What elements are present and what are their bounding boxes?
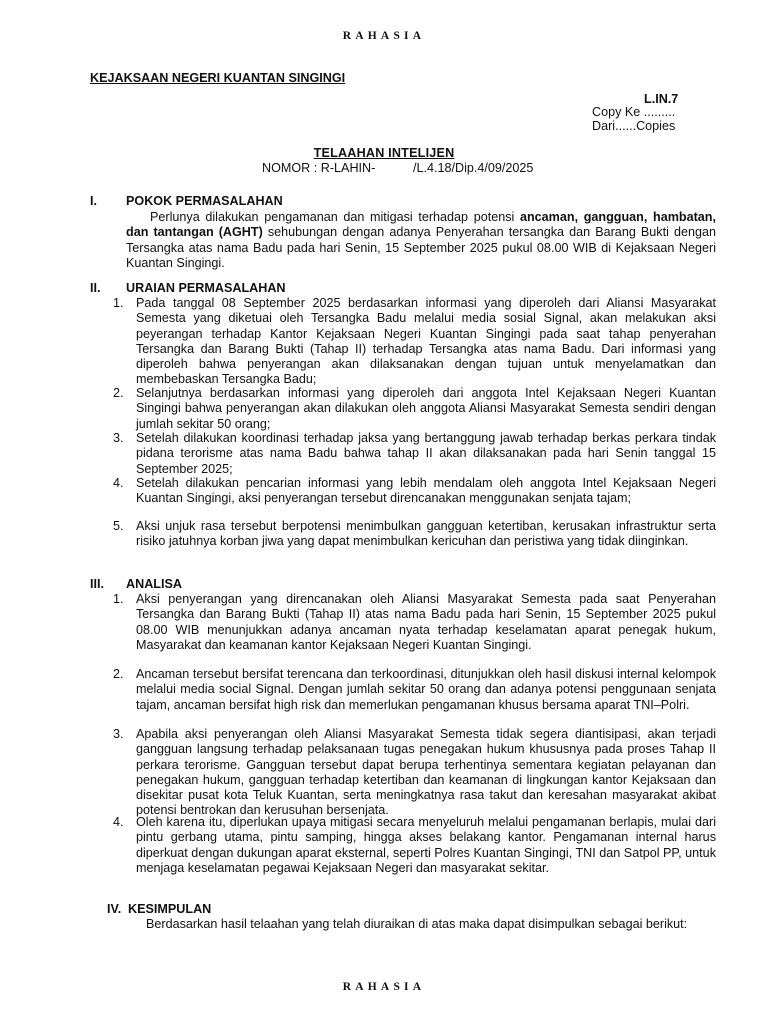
section-1-paragraph [126,210,716,271]
section-3-title: ANALISA [126,577,182,591]
section-2-item-2-number: 2. [113,386,124,400]
section-3-item-4-number: 4. [113,815,124,829]
section-2-item-2-text: Selanjutnya berdasarkan informasi yang diperoleh dari anggota Intel Kejaksaan Negeri Kuantan Singingi bahwa penyerangan akan dilakukan oleh anggota Aliansi Masyarakat Semesta sendiri dengan jumlah sekitar 50 orang; [136,386,716,431]
section-1-number: I. [90,194,97,208]
section-2-item-1-text: Pada tanggal 08 September 2025 berdasarkan informasi yang diperoleh dari Aliansi Masyarakat Semesta yang diketuai oleh Tersangka Badu melalui media sosial Signal, akan melakukan aksi peyerangan terhadap Kantor Kejaksaan Negeri Kuantan Singingi pada saat tahap penyerahan Tersangka dan Barang Bukti (Tahap II) terhadap Tersangka atas nama Badu. Dari informasi yang diperoleh bahwa penyerangan akan dilaksanakan dengan tujuan untuk menyelamatkan dan membebaskan Tersangka Badu; [136,296,716,387]
section-3-item-2-text: Ancaman tersebut bersifat terencana dan terkoordinasi, ditunjukkan oleh hasil diskusi internal kelompok melalui media social Signal. Dengan jumlah sekitar 50 orang dan adanya potensi penggunaan senjata tajam, ancaman bersifat high risk dan memerlukan pengamanan khusus bersama aparat TNI–Polri. [136,667,716,712]
footer-classification: RAHASIA [342,981,426,993]
section-3-item-2-number: 2. [113,667,124,681]
section-4-number: IV. [107,902,122,916]
organization-name: KEJAKSAAN NEGERI KUANTAN SINGINGI [90,71,346,85]
section-4-title: KESIMPULAN [128,902,212,916]
header-classification: RAHASIA [342,30,426,42]
section-2-number: II. [90,281,101,295]
section-3-item-1-text: Aksi penyerangan yang direncanakan oleh Aliansi Masyarakat Semesta pada saat Penyerahan Tersangka dan Barang Bukti (Tahap II) atas nama Badu pada hari Senin, 15 September 2025 pukul 08.00 WIB menunjukkan adanya ancaman nyata terhadap keselamatan aparat penegak hukum, Masyarakat dan keamanan kantor Kejaksaan Negeri Kuantan Singingi. [136,592,716,652]
section-2-item-1-number: 1. [113,296,124,310]
section-1-title: POKOK PERMASALAHAN [126,194,283,208]
section-2-item-3-number: 3. [113,431,124,445]
section-2-item-4-number: 4. [113,476,124,490]
section-2-title: URAIAN PERMASALAHAN [126,281,286,295]
section-2-item-4-text: Setelah dilakukan pencarian informasi yang lebih mendalam oleh anggota Intel Kejaksaan Negeri Kuantan Singingi, aksi penyerangan tersebut direncanakan menggunakan senjata tajam; [136,476,716,506]
section-1-text-a: Perlunya dilakukan pengamanan dan mitigasi terhadap potensi [150,210,520,224]
copies-total: Dari......Copies [592,119,676,133]
section-3-item-1-number: 1. [113,592,124,606]
section-2-item-5-number: 5. [113,519,124,533]
nomor-suffix: /L.4.18/Dip.4/09/2025 [413,161,534,175]
section-1-text-b: sehubungan dengan adanya Penyerahan tersangka dan Barang Bukti dengan Tersangka atas nama Badu pada hari Senin, 15 September 2025 pukul 08.00 WIB di Kejaksaan Negeri Kuantan Singingi. [126,225,716,270]
copy-number: Copy Ke ......... [592,105,676,119]
section-2-item-3-text: Setelah dilakukan koordinasi terhadap jaksa yang bertanggung jawab terhadap berkas perkara tindak pidana terorisme atas nama Badu bahwa tahap II akan dilaksanakan pada hari Senin tanggal 15 September 2025; [136,431,716,476]
form-code: L.IN.7 [644,92,679,106]
section-3-item-3-number: 3. [113,727,124,741]
section-4-paragraph: Berdasarkan hasil telaahan yang telah diuraikan di atas maka dapat disimpulkan sebagai berikut: [146,917,688,931]
section-2-item-5-text: Aksi unjuk rasa tersebut berpotensi menimbulkan gangguan ketertiban, kerusakan infrastruktur serta risiko jatuhnya korban jiwa yang dapat menimbulkan kericuhan dan peristiwa yang tidak diinginkan. [136,519,716,549]
nomor-label: NOMOR : R-LAHIN- [262,161,376,175]
section-3-number: III. [90,577,104,591]
section-3-item-3-text: Apabila aksi penyerangan oleh Aliansi Masyarakat Semesta tidak segera diantisipasi, akan terjadi gangguan langsung terhadap pelaksanaan tugas penegakan hukum khususnya pada proses Tahap II perkara terorisme. Gangguan tersebut dapat berupa terhentinya sementara kegiatan pelayanan dan penegakan hukum, gangguan terhadap ketertiban dan keamanan di lingkungan kantor Kejaksaan dan disekitar pusat kota Teluk Kuantan, serta meningkatnya rasa takut dan keresahan masyarakat akibat potensi bentrokan dan kerusuhan bersenjata. [136,727,716,818]
section-3-item-4-text: Oleh karena itu, diperlukan upaya mitigasi secara menyeluruh melalui pengamanan berlapis, mulai dari pintu gerbang utama, pintu samping, hingga akses belakang kantor. Pengamanan internal harus diperkuat dengan dukungan aparat eksternal, seperti Polres Kuantan Singingi, TNI dan Satpol PP, untuk menjaga keselamatan pegawai Kejaksaan Negeri dan masyarakat sekitar. [136,815,716,875]
section-1-text-bold: ancaman, gangguan, hambatan, dan tantangan (AGHT) [126,210,716,240]
document-title: TELAAHAN INTELIJEN [313,146,455,160]
